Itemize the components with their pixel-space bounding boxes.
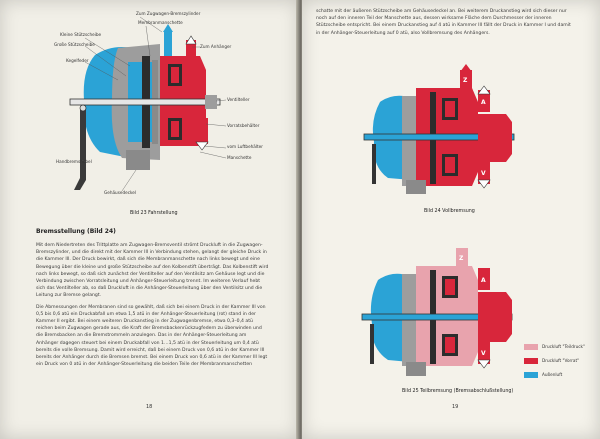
marker-v: V: [481, 350, 486, 357]
paragraph: Mit dem Niedertreten des Trittplatte am Zugwagen-Bremsventil strömt Druckluft in die Zugwagen-Bremszylinder, und die direkt mit der Kammer III in Verbindung stehen, gelangt der gleiche Druck in die Kammer III. Der Druck bewirkt, daß sich die Membranmanschette nach links bewegt und eine Bewegung über die kleine und große Stützscheibe auf den Kolbenstift überträgt. Das Kolbenstift wird nach links bewegt, so daß sich zunächst der Ventilteller auf den Ventilsitz am Gehäuse legt und die Verbindung zwischen Vorratsleitung und Anhänger-Steuerleitung trennt. Im weiteren Verlauf hebt sich das Ventilteller ab, so daß Druckluft in die Anhänger-Steuerleitung über den Ventilsitz und die Leitung zur Bremse gelangt.: [36, 243, 269, 299]
bracket-left: [370, 324, 374, 364]
label-membranmanschette: Membranmanschette: [138, 20, 183, 25]
shaft-end: [205, 95, 217, 109]
label-vom-luftbehaelter: vom Luftbehälter: [227, 144, 263, 149]
paragraph: Die Abmessungen der Membranen sind so gewählt, daß sich bei einem Druck in der Kammer III von 0,5 bis 0,6 atü ein Druckabfall um etwa 1,5 atü in der Anhänger-Steuerleitung (rot) stand in der Kammer II ergibt. Bei einem weiteren Druckanstieg in der Zugwagenbremse, etwa 0,3–0,4 atü reichen beim Zugwagen gerade aus, die Kraft der Bremsbackenrückzugfedern zu überwinden und die Bremsbacken an die Bremstrommeln anzulegen. Das in der Anhänger-Steuerleitung am Anhänger dagegen steuert bei einem Druckabfall von 1…1,5 atü in der Steuerleitung um 0,4 atü bereits die volle Bremsung. Damit wird erreicht, daß bei einem Druck von 0,6 atü in der Kammer III bereits der Anhänger durch die Bremsen bremst. Bei einem Druck von 0,6 atü in der Kammer III legt ein Druck von 0 atü in der Anhänger-Steuerleitung die beiden Teile der Membranmanschetten: [36, 304, 268, 368]
bottom-mount: [126, 150, 150, 170]
label-manschette: Manschette: [227, 155, 252, 160]
arrow-zugwagen: [163, 24, 173, 32]
figure-24-diagram: [302, 62, 600, 232]
figure-25-diagram: [302, 244, 600, 409]
red-box-top-inner: [171, 67, 179, 83]
marker-z: Z: [459, 255, 464, 262]
legend-label-aussenluft: Außenluft: [542, 372, 563, 377]
label-zum-anhaenger: Zum Anhänger: [200, 44, 232, 49]
page-number: 19: [452, 404, 459, 410]
page-number: 18: [146, 404, 153, 410]
label-kegelfeder: Kegelfeder: [66, 58, 89, 63]
figure-25-caption: Bild 25 Teilbremsung (Bremsabschlußstellung): [402, 389, 514, 394]
bottom-mount: [406, 180, 426, 194]
chamber-red-right: [478, 292, 512, 342]
paragraph: schatte mit der äußeren Stützscheibe am Gehäusedeckel an. Bei weiterem Druckanstieg wird sich dieser nur noch auf den inneren Teil der Manschette aus, dessen wirksame Fläche dem Durchmesser der inneren Stützscheibe entspricht. Bei einem Druckanstieg auf 4 atü in Kammer III fällt der Druck in Kammer I und damit in der Anhänger-Steuerleitung auf 0 atü, also Vollbremsung des Anhängers.: [316, 9, 571, 36]
red-box-top-inner: [445, 279, 455, 295]
port-vorrat: [196, 118, 208, 144]
bottom-mount: [406, 362, 426, 376]
figure-23-diagram: [0, 0, 299, 230]
figure-23-caption: Bild 23 Fahrstellung: [130, 211, 178, 216]
port-zugwagen: [164, 32, 172, 56]
label-vorratsbehaelter: Vorratsbehälter: [227, 123, 260, 128]
chamber-red-right: [478, 114, 512, 162]
red-box-bottom-inner: [445, 337, 455, 353]
marker-a: A: [481, 99, 486, 106]
legend-label-vorrat: Druckluft "Vorrat": [542, 358, 580, 363]
piston-shaft: [70, 99, 220, 105]
label-gehaeusedeckel: Gehäusedeckel: [104, 190, 137, 195]
figure-24-caption: Bild 24 Vollbremsung: [424, 209, 475, 214]
legend: [524, 344, 585, 378]
label-ventilteller: Ventilteller: [227, 97, 250, 102]
arrow-z: [460, 64, 472, 72]
red-box-bottom-inner: [171, 121, 179, 137]
label-zugwagen: Zum Zugwagen-Bremszylinder: [136, 11, 201, 16]
label-grosse-stuetzscheibe: Große Stützscheibe: [54, 42, 95, 47]
marker-v: V: [481, 170, 486, 177]
left-page: [0, 0, 299, 439]
handbrake-lever: [74, 110, 86, 190]
label-handbremshebel: Handbremshebel: [56, 159, 92, 164]
legend-swatch-vorrat: [524, 358, 538, 364]
legend-label-teildruck: Druckluft "Teildruck": [542, 344, 585, 349]
right-page: [302, 0, 600, 439]
housing-gray: [402, 96, 416, 186]
marker-a: A: [481, 277, 486, 284]
marker-z: Z: [463, 77, 468, 84]
right-body-text: [316, 8, 572, 37]
legend-swatch-aussenluft: [524, 372, 538, 378]
legend-swatch-teildruck: [524, 344, 538, 350]
red-box-top-inner: [445, 101, 455, 117]
section-heading: Bremsstellung (Bild 24): [36, 228, 116, 235]
left-body-text: [36, 242, 270, 368]
bracket-left: [372, 144, 376, 184]
label-kleine-stuetzscheibe: Kleine Stützscheibe: [60, 32, 102, 37]
red-box-bottom-inner: [445, 157, 455, 173]
lever-pivot: [80, 105, 86, 111]
